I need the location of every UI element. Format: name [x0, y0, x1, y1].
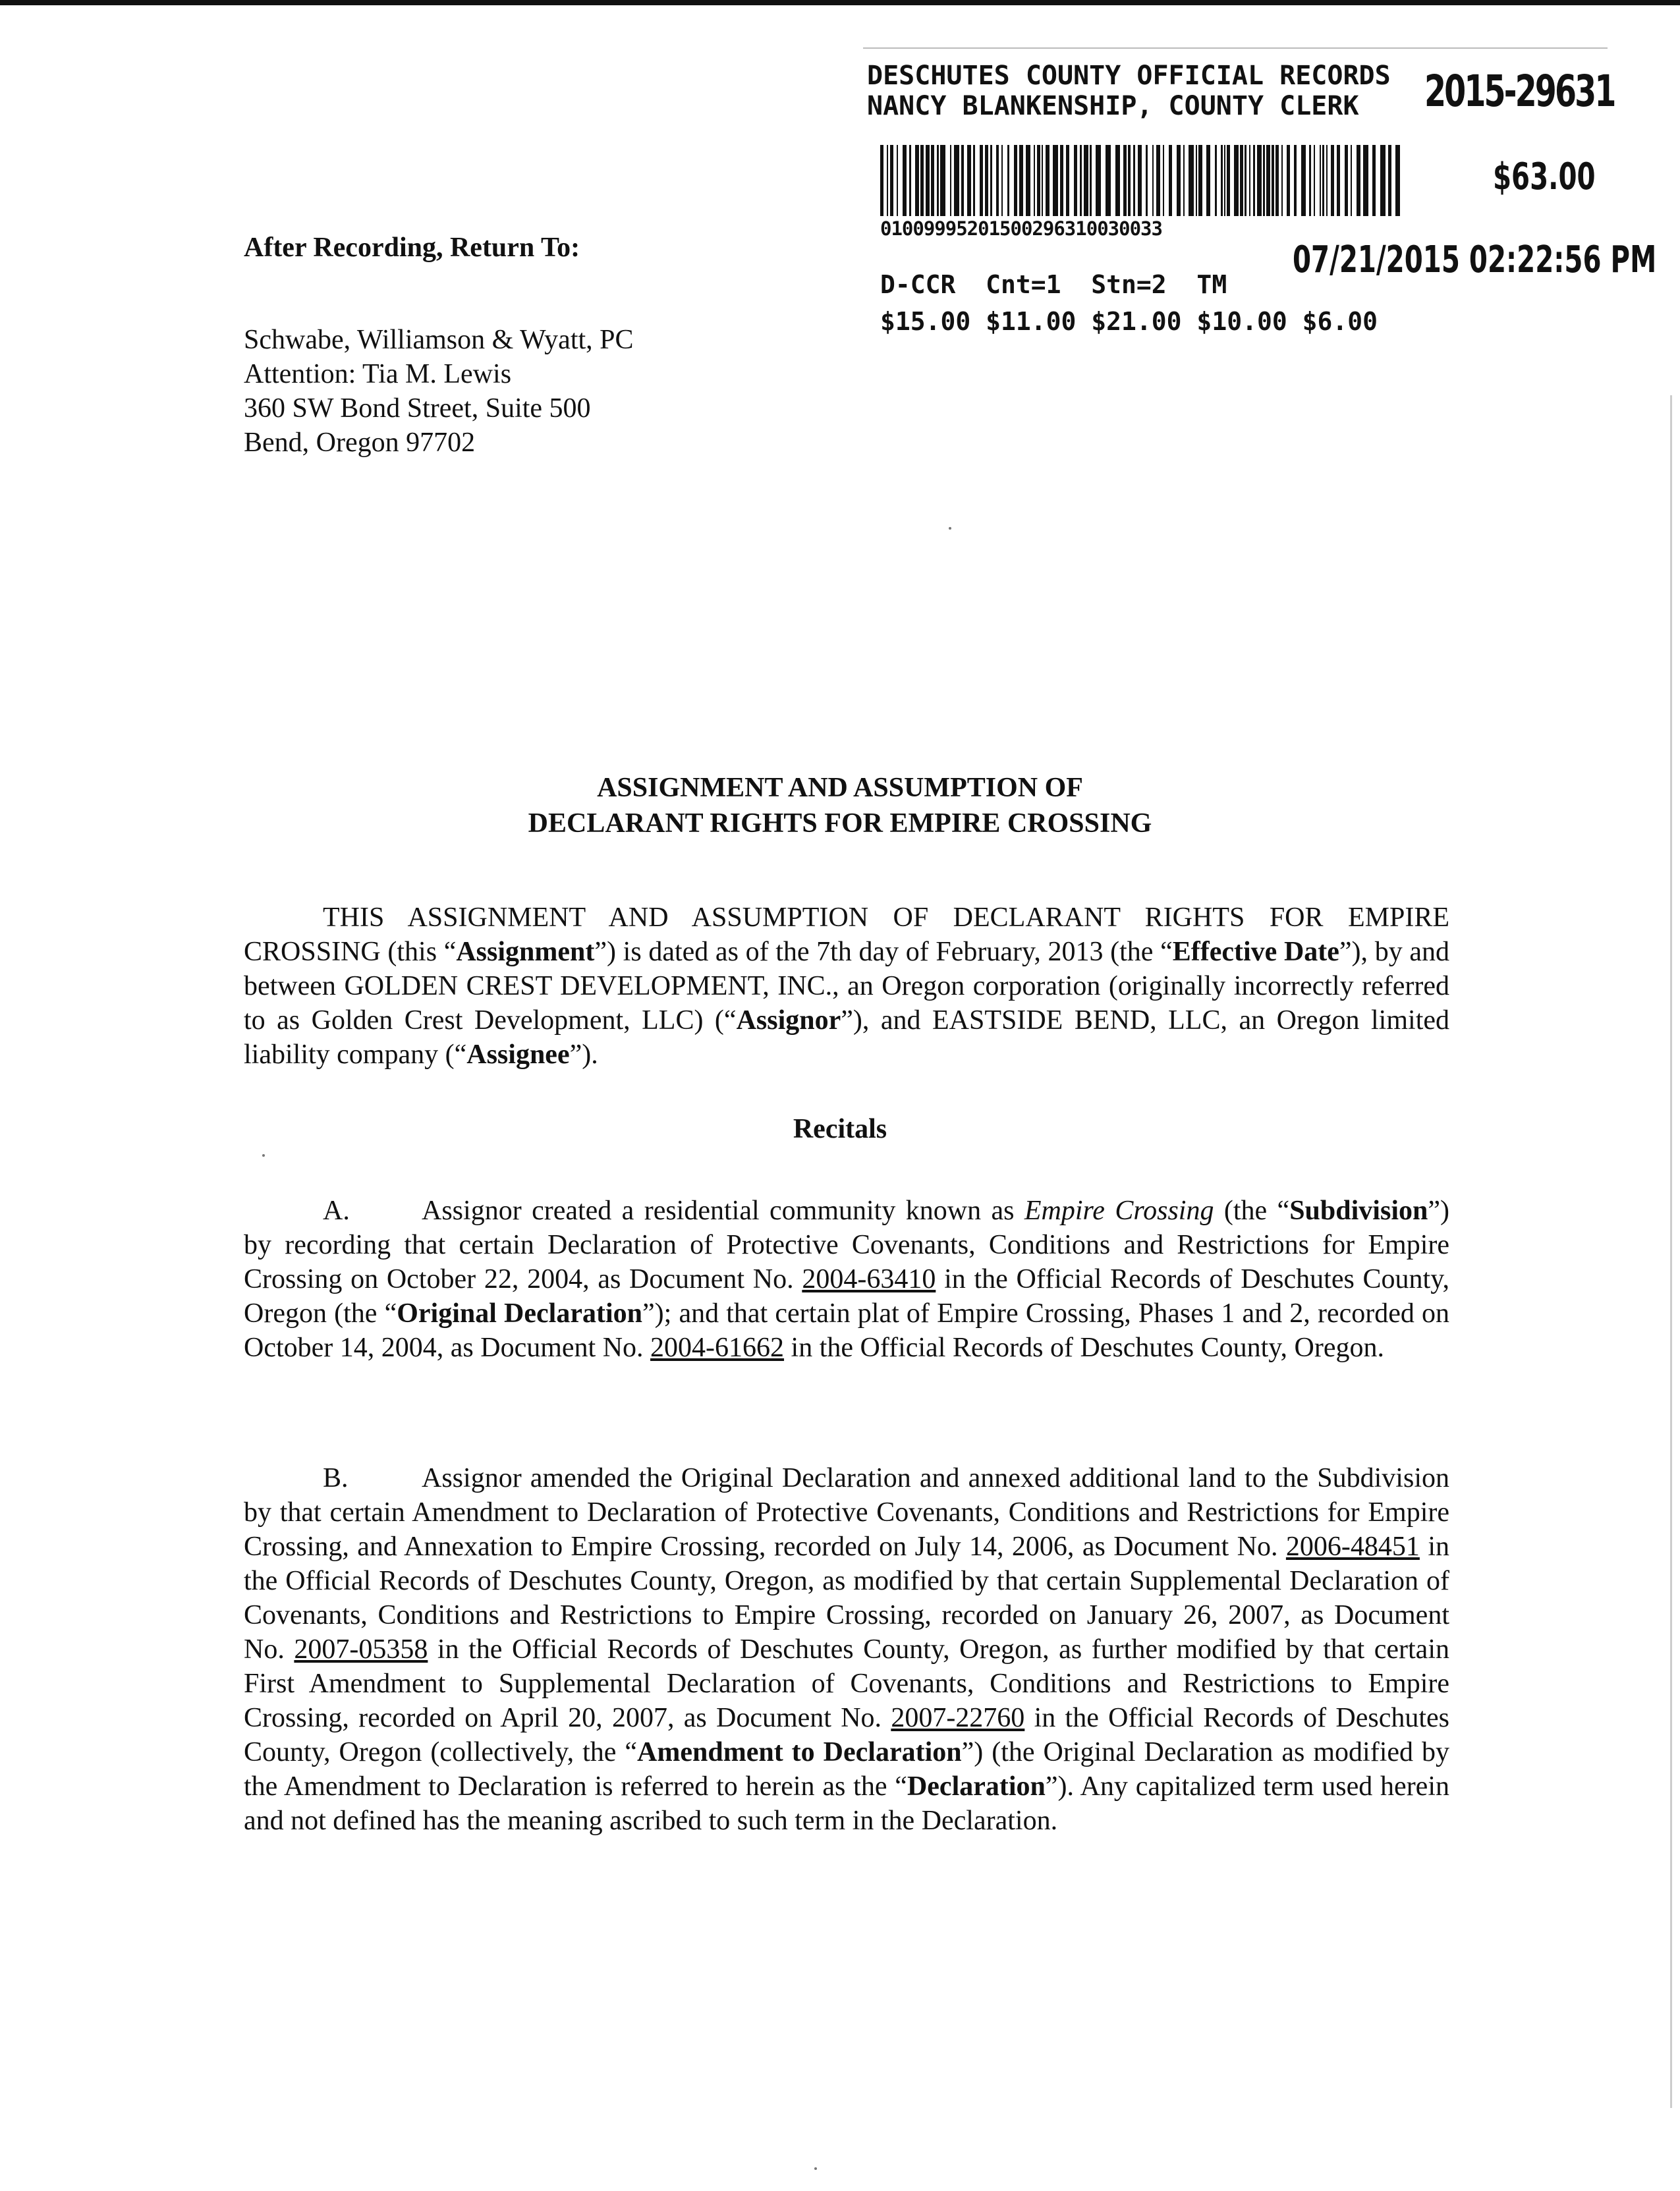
- barcode-bar: [1169, 145, 1172, 216]
- barcode-bar: [1249, 145, 1250, 216]
- barcode-bar: [1037, 145, 1040, 216]
- barcode-bar: [1326, 145, 1328, 216]
- barcode-bar: [1281, 145, 1283, 216]
- barcode-bar: [897, 145, 898, 216]
- barcode-bar: [1046, 145, 1050, 216]
- barcode-bar: [1183, 145, 1185, 216]
- barcode-bar: [926, 145, 930, 216]
- term-assignor: Assignor: [736, 1005, 841, 1036]
- barcode-bar: [967, 145, 971, 216]
- scan-speck: [949, 527, 951, 530]
- stamp-fee-breakdown: $15.00 $11.00 $21.00 $10.00 $6.00: [880, 307, 1378, 336]
- barcode-bar: [1090, 145, 1092, 216]
- barcode-bar: [985, 145, 988, 216]
- barcode-bar: [940, 145, 945, 216]
- scan-edge-shadow: [1670, 395, 1672, 2108]
- barcode-bar: [1156, 145, 1160, 216]
- barcode-bar: [1215, 145, 1217, 216]
- barcode-bar: [961, 145, 964, 216]
- barcode-bar: [937, 145, 939, 216]
- barcode-bar: [1138, 145, 1142, 216]
- barcode-bar: [1198, 145, 1202, 216]
- barcode-bar: [1026, 145, 1030, 216]
- barcode-bar: [1189, 145, 1194, 216]
- barcode-bar: [1337, 145, 1340, 216]
- barcode-bar: [1224, 145, 1225, 216]
- barcode-bar: [1309, 145, 1311, 216]
- barcode-bar: [1266, 145, 1270, 216]
- document-reference-2006-48451: 2006-48451: [1285, 1532, 1420, 1562]
- recital-a-label: A.: [323, 1196, 350, 1226]
- barcode-bar: [1234, 145, 1239, 216]
- barcode-bar: [1372, 145, 1376, 216]
- barcode-bar: [1152, 145, 1154, 216]
- barcode-bar: [1133, 145, 1135, 216]
- barcode-bar: [1257, 145, 1262, 216]
- stamp-top-rule: [863, 47, 1608, 49]
- scan-speck: [262, 1154, 265, 1157]
- barcode-bar: [996, 145, 999, 216]
- barcode-bar: [1034, 145, 1035, 216]
- barcode-bar: [1331, 145, 1334, 216]
- stamp-office-line1: DESCHUTES COUNTY OFFICIAL RECORDS: [867, 61, 1391, 91]
- barcode-bar: [950, 145, 951, 216]
- barcode-bar: [1106, 145, 1111, 216]
- term-empire-crossing: Empire Crossing: [1024, 1196, 1214, 1226]
- return-address-line2: Attention: Tia M. Lewis: [244, 359, 512, 389]
- barcode-bar: [1019, 145, 1023, 216]
- barcode-bar: [920, 145, 924, 216]
- term-assignee: Assignee: [466, 1040, 570, 1070]
- barcode-bar: [1177, 145, 1181, 216]
- barcode-bar: [1253, 145, 1255, 216]
- scan-speck: [814, 2167, 817, 2170]
- barcode-image: [880, 145, 1401, 216]
- barcode-bar: [1245, 145, 1246, 216]
- barcode-bar: [1275, 145, 1279, 216]
- barcode-bar: [1163, 145, 1164, 216]
- barcode-bar: [931, 145, 934, 216]
- barcode-bar: [1351, 145, 1352, 216]
- recital-b-label: B.: [323, 1463, 349, 1493]
- barcode-bar: [1084, 145, 1088, 216]
- barcode-bar: [1080, 145, 1082, 216]
- return-address-line1: Schwabe, Williamson & Wyatt, PC: [244, 325, 634, 355]
- return-address-line4: Bend, Oregon 97702: [244, 428, 476, 458]
- term-original-declaration: Original Declaration: [397, 1298, 642, 1329]
- barcode-bar: [1060, 145, 1063, 216]
- term-declaration: Declaration: [907, 1771, 1046, 1802]
- barcode-bar: [1388, 145, 1391, 216]
- barcode-bar: [1146, 145, 1148, 216]
- barcode-bar: [1227, 145, 1230, 216]
- barcode-bar: [1196, 145, 1197, 216]
- barcode-bar: [909, 145, 911, 216]
- term-assignment: Assignment: [456, 937, 595, 967]
- document-reference-2007-22760: 2007-22760: [891, 1703, 1025, 1733]
- barcode-bar: [1001, 145, 1003, 216]
- barcode-bar: [1363, 145, 1368, 216]
- barcode-bar: [1240, 145, 1243, 216]
- barcode-bar: [1206, 145, 1210, 216]
- stamp-barcode-number: 01009995201500296310030033: [880, 217, 1162, 240]
- recitals-heading: Recitals: [793, 1114, 887, 1144]
- barcode-bar: [1345, 145, 1348, 216]
- barcode-bar: [1115, 145, 1120, 216]
- barcode-bar: [973, 145, 975, 216]
- stamp-date-time: 07/21/2015 02:22:56 PM: [1293, 238, 1657, 281]
- recital-a: A. Assignor created a residential community known as Empire Crossing (the “Subdivision”) by recording that certain Declaration of Protective Covenants, Conditions and Restrictions for Empire Crossing on October 22, 2004, as Document No. 2004-63410 in the Official Records of Deschutes County, Oregon (the “Original Declaration”); and that certain plat of Empire Crossing, Phases 1 and 2, recorded on October 14, 2004, as Document No. 2004-61662 in the Official Records of Deschutes County, Oregon.: [244, 1194, 1449, 1365]
- barcode-bar: [1380, 145, 1386, 216]
- document-reference-2004-61662: 2004-61662: [650, 1333, 785, 1363]
- barcode-bar: [903, 145, 907, 216]
- barcode-bar: [954, 145, 959, 216]
- barcode-bar: [1320, 145, 1321, 216]
- barcode-bar: [1053, 145, 1058, 216]
- document-reference-2004-63410: 2004-63410: [802, 1264, 936, 1294]
- barcode-bar: [915, 145, 919, 216]
- barcode-bar: [990, 145, 992, 216]
- stamp-office-line2: NANCY BLANKENSHIP, COUNTY CLERK: [867, 91, 1359, 121]
- barcode-bar: [1263, 145, 1265, 216]
- barcode-bar: [1128, 145, 1131, 216]
- return-to-label: After Recording, Return To:: [244, 233, 580, 263]
- page-top-edge: [0, 0, 1680, 5]
- stamp-total-fee: $63.00: [1493, 155, 1596, 198]
- term-amendment-to-declaration: Amendment to Declaration: [637, 1737, 962, 1767]
- barcode-bar: [1294, 145, 1297, 216]
- barcode-bar: [1357, 145, 1360, 216]
- recital-b: B. Assignor amended the Original Declaration and annexed additional land to the Subdivision by that certain Amendment to Declaration of Protective Covenants, Conditions and Restrictions for Empire Crossing, and Annexation to Empire Crossing, recorded on July 14, 2006, as Document No. 2006-48451 in the Official Records of Deschutes County, Oregon, as modified by that certain Supplemental Declaration of Covenants, Conditions and Restrictions to Empire Crossing, recorded on January 26, 2007, as Document No. 2007-05358 in the Official Records of Deschutes County, Oregon, as further modified by that certain First Amendment to Supplemental Declaration of Covenants, Conditions and Restrictions to Empire Crossing, recorded on April 20, 2007, as Document No. 2007-22760 in the Official Records of Deschutes County, Oregon (collectively, the “Amendment to Declaration”) (the Original Declaration as modified by the Amendment to Declaration is referred to herein as the “Declaration”). Any capitalized term used herein and not defined has the meaning ascribed to such term in the Declaration.: [244, 1461, 1449, 1838]
- barcode-bar: [887, 145, 888, 216]
- barcode-bar: [1221, 145, 1223, 216]
- intro-paragraph: THIS ASSIGNMENT AND ASSUMPTION OF DECLARANT RIGHTS FOR EMPIRE CROSSING (this “Assignment”) is dated as of the 7th day of February, 2013 (the “Effective Date”), by and between GOLDEN CREST DEVELOPMENT, INC., an Oregon corporation (originally incorrectly referred to as Golden Crest Development, LLC) (“Assignor”), and EASTSIDE BEND, LLC, an Oregon limited liability company (“Assignee”).: [244, 902, 1449, 1070]
- barcode-bar: [1042, 145, 1043, 216]
- document-title-line1: ASSIGNMENT AND ASSUMPTION OF: [597, 773, 1083, 803]
- barcode-bar: [880, 145, 883, 216]
- barcode-bar: [1123, 145, 1127, 216]
- barcode-bar: [890, 145, 893, 216]
- barcode-bar: [1014, 145, 1017, 216]
- barcode-bar: [1301, 145, 1306, 216]
- stamp-document-number: 2015-29631: [1424, 66, 1615, 117]
- barcode-bar: [1322, 145, 1324, 216]
- barcode-bar: [980, 145, 983, 216]
- term-effective-date: Effective Date: [1172, 937, 1339, 967]
- barcode-bar: [1096, 145, 1101, 216]
- document-title-line2: DECLARANT RIGHTS FOR EMPIRE CROSSING: [528, 808, 1152, 839]
- stamp-codes: D-CCR Cnt=1 Stn=2 TM: [880, 270, 1227, 299]
- barcode-bar: [1074, 145, 1077, 216]
- barcode-bar: [1272, 145, 1274, 216]
- barcode-bar: [1287, 145, 1290, 216]
- barcode-bar: [1007, 145, 1009, 216]
- barcode-bar: [1314, 145, 1315, 216]
- barcode-bar: [1395, 145, 1400, 216]
- term-subdivision: Subdivision: [1289, 1196, 1428, 1226]
- return-address-line3: 360 SW Bond Street, Suite 500: [244, 393, 591, 424]
- barcode-bar: [1066, 145, 1069, 216]
- document-reference-2007-05358: 2007-05358: [294, 1634, 428, 1665]
